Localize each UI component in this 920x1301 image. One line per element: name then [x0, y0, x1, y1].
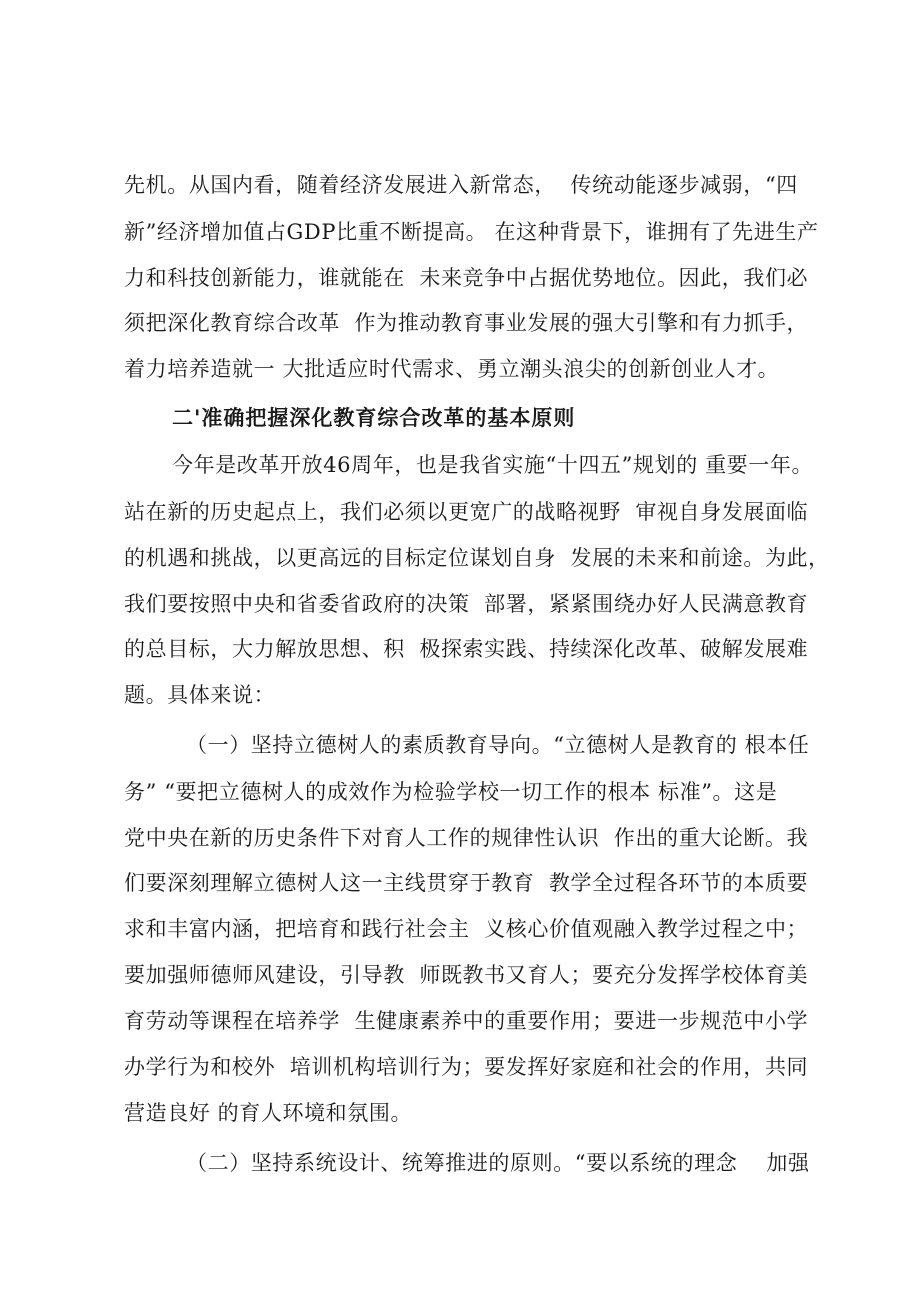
paragraph-2-line-6: 题。具体来说： [124, 683, 276, 707]
paragraph-3-line-8: 办学行为和校外 培训机构培训行为；要发挥好家庭和社会的作用，共同 [124, 1055, 809, 1079]
paragraph-3-line-1: （一）坚持立德树人的素质教育导向。“立德树人是教育的 根本任 [186, 733, 810, 757]
paragraph-2-line-4: 我们要按照中央和省委省政府的决策 部署，紧紧围绕办好人民满意教育 [124, 592, 809, 616]
paragraph-3-line-6: 要加强师德师风建设，引导教 师既教书又育人；要充分发挥学校体育美 [124, 963, 809, 987]
paragraph-1-line-4: 须把深化教育综合改革 作为推动教育事业发展的强大引擎和有力抓手， [124, 311, 809, 335]
paragraph-3-line-5: 求和丰富内涵，把培育和践行社会主 义核心价值观融入教学过程之中； [124, 917, 809, 941]
paragraph-4-line-1: （二）坚持系统设计、统筹推进的原则。“要以系统的理念 加强 [186, 1151, 810, 1175]
paragraph-1-line-2: 新”经济增加值占GDP比重不断提高。 在这种背景下，谁拥有了先进生产 [124, 220, 819, 244]
paragraph-3-line-2: 务” “要把立德树人的成效作为检验学校一切工作的根本 标准”。这是 [124, 780, 778, 804]
paragraph-1-line-3: 力和科技创新能力，谁就能在 未来竞争中占据优势地位。因此，我们必 [124, 266, 809, 290]
paragraph-3-line-9: 营造良好 的育人环境和氛围。 [124, 1101, 413, 1125]
paragraph-1-line-5: 着力培养造就一 大批适应时代需求、勇立潮头浪尖的创新创业人才。 [124, 357, 780, 381]
paragraph-3-line-4: 们要深刻理解立德树人这一主线贯穿于教育 教学全过程各环节的本质要 [124, 871, 809, 895]
paragraph-2-line-2: 站在新的历史起点上，我们必须以更宽广的战略视野 审视自身发展面临 [124, 500, 809, 524]
section-heading: 二'准确把握深化教育综合改革的基本原则 [172, 405, 576, 430]
paragraph-1-line-1: 先机。从国内看，随着经济发展进入新常态， 传统动能逐步减弱，“四 [124, 173, 798, 197]
paragraph-2-line-5: 的总目标，大力解放思想、积 极探索实践、持续深化改革、破解发展难 [124, 637, 809, 661]
paragraph-3-line-7: 育劳动等课程在培养学 生健康素养中的重要作用；要进一步规范中小学 [124, 1009, 809, 1033]
paragraph-3-line-3: 党中央在新的历史条件下对育人工作的规律性认识 作出的重大论断。我 [124, 826, 809, 850]
paragraph-2-line-3: 的机遇和挑战，以更高远的目标定位谋划自身 发展的未来和前途。为此， [124, 546, 830, 570]
paragraph-2-line-1: 今年是改革开放46周年，也是我省实施“十四五”规划的 重要一年。 [172, 453, 814, 477]
